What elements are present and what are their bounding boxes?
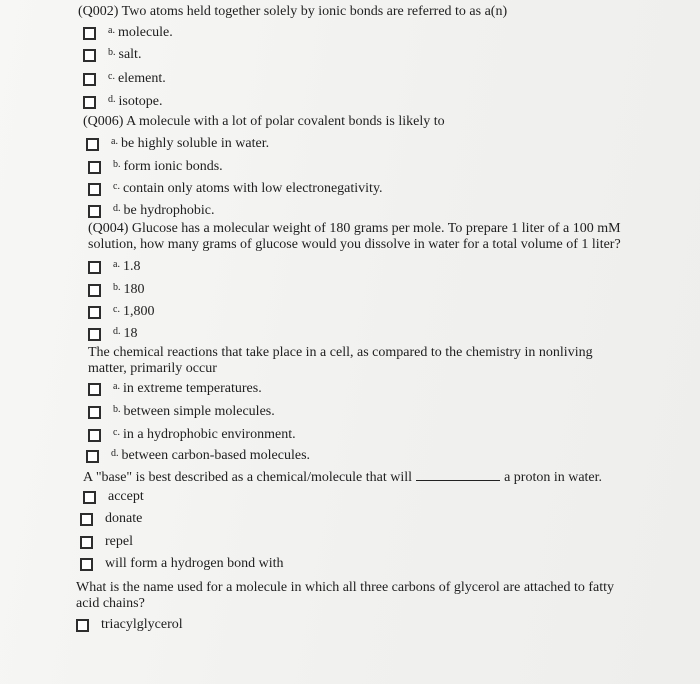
checkbox-icon[interactable] bbox=[88, 205, 101, 218]
checkbox-icon[interactable] bbox=[80, 558, 93, 571]
q006-option-c[interactable]: c. contain only atoms with low electronegativity. bbox=[88, 181, 383, 197]
question-cell-chemistry-line2: matter, primarily occur bbox=[88, 361, 217, 376]
cell-chemistry-option-d[interactable]: d. between carbon-based molecules. bbox=[86, 448, 310, 464]
question-q004-line1: (Q004) Glucose has a molecular weight of 180 grams per mole. To prepare 1 liter of a 100 mM bbox=[88, 221, 621, 236]
q004-option-b[interactable]: b. 180 bbox=[88, 282, 145, 298]
q006-option-b[interactable]: b. form ionic bonds. bbox=[88, 159, 223, 175]
base-option-repel[interactable]: repel bbox=[80, 534, 133, 550]
checkbox-icon[interactable] bbox=[88, 328, 101, 341]
q002-option-a[interactable]: a. molecule. bbox=[83, 25, 173, 41]
question-q006: (Q006) A molecule with a lot of polar covalent bonds is likely to bbox=[83, 114, 445, 129]
checkbox-icon[interactable] bbox=[88, 429, 101, 442]
checkbox-icon[interactable] bbox=[88, 261, 101, 274]
checkbox-icon[interactable] bbox=[76, 619, 89, 632]
cell-chemistry-option-b[interactable]: b. between simple molecules. bbox=[88, 404, 275, 420]
checkbox-icon[interactable] bbox=[86, 450, 99, 463]
checkbox-icon[interactable] bbox=[83, 27, 96, 40]
checkbox-icon[interactable] bbox=[80, 513, 93, 526]
base-option-accept[interactable]: accept bbox=[83, 489, 144, 505]
checkbox-icon[interactable] bbox=[88, 183, 101, 196]
checkbox-icon[interactable] bbox=[86, 138, 99, 151]
checkbox-icon[interactable] bbox=[83, 96, 96, 109]
question-q002: (Q002) Two atoms held together solely by ionic bonds are referred to as a(n) bbox=[78, 4, 508, 19]
q004-option-a[interactable]: a. 1.8 bbox=[88, 259, 140, 275]
base-option-hydrogen-bond[interactable]: will form a hydrogen bond with bbox=[80, 556, 283, 572]
glycerol-option-triacylglycerol[interactable]: triacylglycerol bbox=[76, 617, 183, 633]
checkbox-icon[interactable] bbox=[88, 306, 101, 319]
question-q004-line2: solution, how many grams of glucose would you dissolve in water for a total volume of 1 liter? bbox=[88, 237, 621, 252]
checkbox-icon[interactable] bbox=[88, 383, 101, 396]
cell-chemistry-option-a[interactable]: a. in extreme temperatures. bbox=[88, 381, 262, 397]
question-base-definition: A "base" is best described as a chemical/molecule that will a proton in water. bbox=[83, 470, 603, 485]
checkbox-icon[interactable] bbox=[88, 161, 101, 174]
q006-option-a[interactable]: a. be highly soluble in water. bbox=[86, 136, 269, 152]
question-glycerol-line1: What is the name used for a molecule in which all three carbons of glycerol are attached to fatty bbox=[76, 580, 615, 595]
checkbox-icon[interactable] bbox=[83, 491, 96, 504]
question-cell-chemistry-line1: The chemical reactions that take place in a cell, as compared to the chemistry in nonliving bbox=[88, 345, 593, 360]
q004-option-d[interactable]: d. 18 bbox=[88, 326, 138, 342]
checkbox-icon[interactable] bbox=[83, 73, 96, 86]
cell-chemistry-option-c[interactable]: c. in a hydrophobic environment. bbox=[88, 427, 296, 443]
checkbox-icon[interactable] bbox=[88, 284, 101, 297]
checkbox-icon[interactable] bbox=[88, 406, 101, 419]
checkbox-icon[interactable] bbox=[83, 49, 96, 62]
question-glycerol-line2: acid chains? bbox=[76, 596, 145, 611]
q006-option-d[interactable]: d. be hydrophobic. bbox=[88, 203, 214, 219]
q002-option-b[interactable]: b. salt. bbox=[83, 47, 141, 63]
q004-option-c[interactable]: c. 1,800 bbox=[88, 304, 154, 320]
base-option-donate[interactable]: donate bbox=[80, 511, 142, 527]
q002-option-d[interactable]: d. isotope. bbox=[83, 94, 162, 110]
q002-option-c[interactable]: c. element. bbox=[83, 71, 166, 87]
fill-in-blank[interactable] bbox=[416, 468, 500, 481]
checkbox-icon[interactable] bbox=[80, 536, 93, 549]
